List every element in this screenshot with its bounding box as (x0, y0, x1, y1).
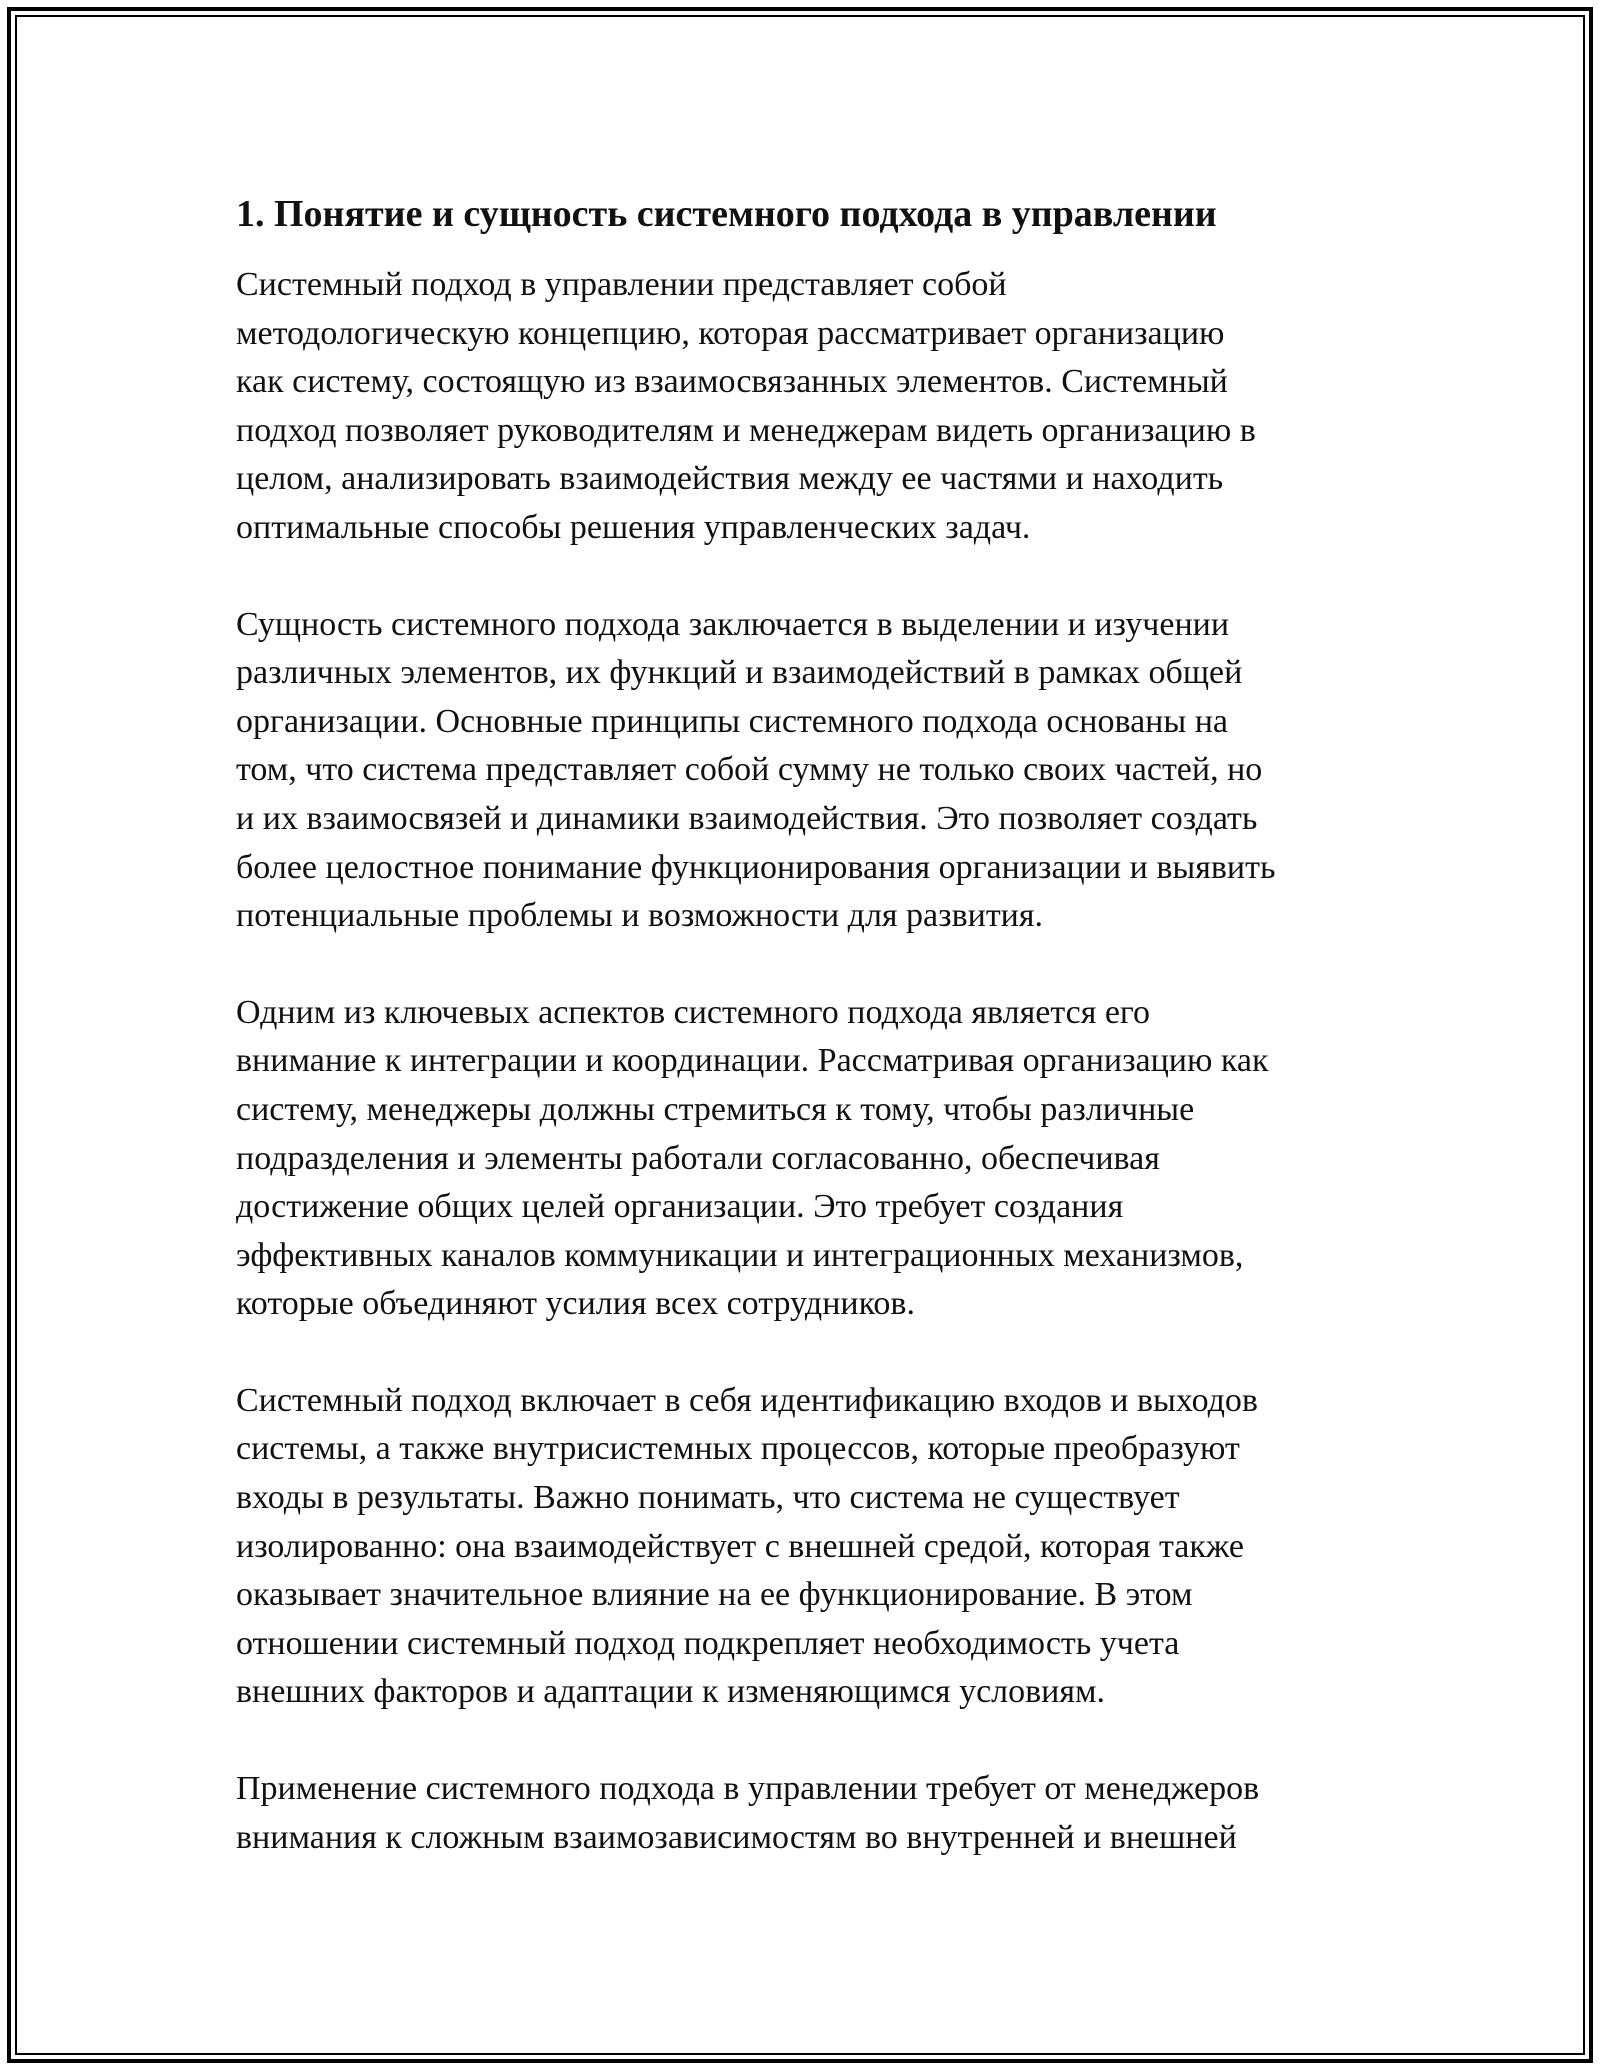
text-line: и их взаимосвязей и динамики взаимодействия. Это позволяет создать (236, 799, 1258, 837)
text-line: как систему, состоящую из взаимосвязанных элементов. Системный (236, 363, 1228, 401)
text-line: оказывает значительное влияние на ее функционирование. В этом (236, 1576, 1193, 1614)
text-line: системы, а также внутрисистемных процессов, которые преобразуют (236, 1430, 1240, 1468)
text-line: систему, менеджеры должны стремиться к тому, чтобы различные (236, 1090, 1195, 1128)
text-line: достижение общих целей организации. Это требует создания (236, 1188, 1124, 1226)
text-line: внимания к сложным взаимозависимостям во внутренней и внешней (236, 1818, 1237, 1856)
text-line: Одним из ключевых аспектов системного подхода является его (236, 993, 1151, 1031)
text-line: оптимальные способы решения управленческих задач. (236, 508, 1031, 546)
text-line: внимание к интеграции и координации. Рассматривая организацию как (236, 1042, 1269, 1080)
text-line: Системный подход включает в себя идентификацию входов и выходов (236, 1381, 1258, 1419)
document-body (236, 188, 1366, 1910)
text-line: Системный подход в управлении представляет собой (236, 266, 1007, 303)
paragraph-4 (236, 1377, 1366, 1717)
text-line: подход позволяет руководителям и менеджерам видеть организацию в (236, 411, 1256, 449)
text-line: Применение системного подхода в управлении требует от менеджеров (236, 1770, 1260, 1808)
text-line: которые объединяют усилия всех сотрудников. (236, 1285, 915, 1323)
paragraph-2 (236, 601, 1366, 941)
text-line: целом, анализировать взаимодействия между ее частями и находить (236, 460, 1224, 498)
paragraph-5 (236, 1765, 1366, 1862)
text-line: более целостное понимание функционирования организации и выявить (236, 848, 1276, 886)
text-line: потенциальные проблемы и возможности для развития. (236, 897, 1044, 935)
text-line: том, что система представляет собой сумму не только своих частей, но (236, 751, 1263, 789)
text-line: организации. Основные принципы системного подхода основаны на (236, 702, 1228, 740)
text-line: входы в результаты. Важно понимать, что система не существует (236, 1479, 1180, 1517)
text-line: отношении системный подход подкрепляет необходимость учета (236, 1624, 1180, 1662)
text-line: эффективных каналов коммуникации и интеграционных механизмов, (236, 1236, 1244, 1274)
paragraph-1 (236, 261, 1366, 553)
text-line: изолированно: она взаимодействует с внешней средой, которая также (236, 1527, 1245, 1565)
paragraph-3 (236, 989, 1366, 1329)
section-heading: 1. Понятие и сущность системного подхода в управлении (236, 193, 1217, 235)
text-line: внешних факторов и адаптации к изменяющимся условиям. (236, 1673, 1106, 1711)
text-line: различных элементов, их функций и взаимодействий в рамках общей (236, 654, 1243, 692)
text-line: методологическую концепцию, которая рассматривает организацию (236, 314, 1225, 352)
text-line: Сущность системного подхода заключается в выделении и изучении (236, 605, 1230, 643)
text-line: подразделения и элементы работали согласованно, обеспечивая (236, 1139, 1160, 1177)
